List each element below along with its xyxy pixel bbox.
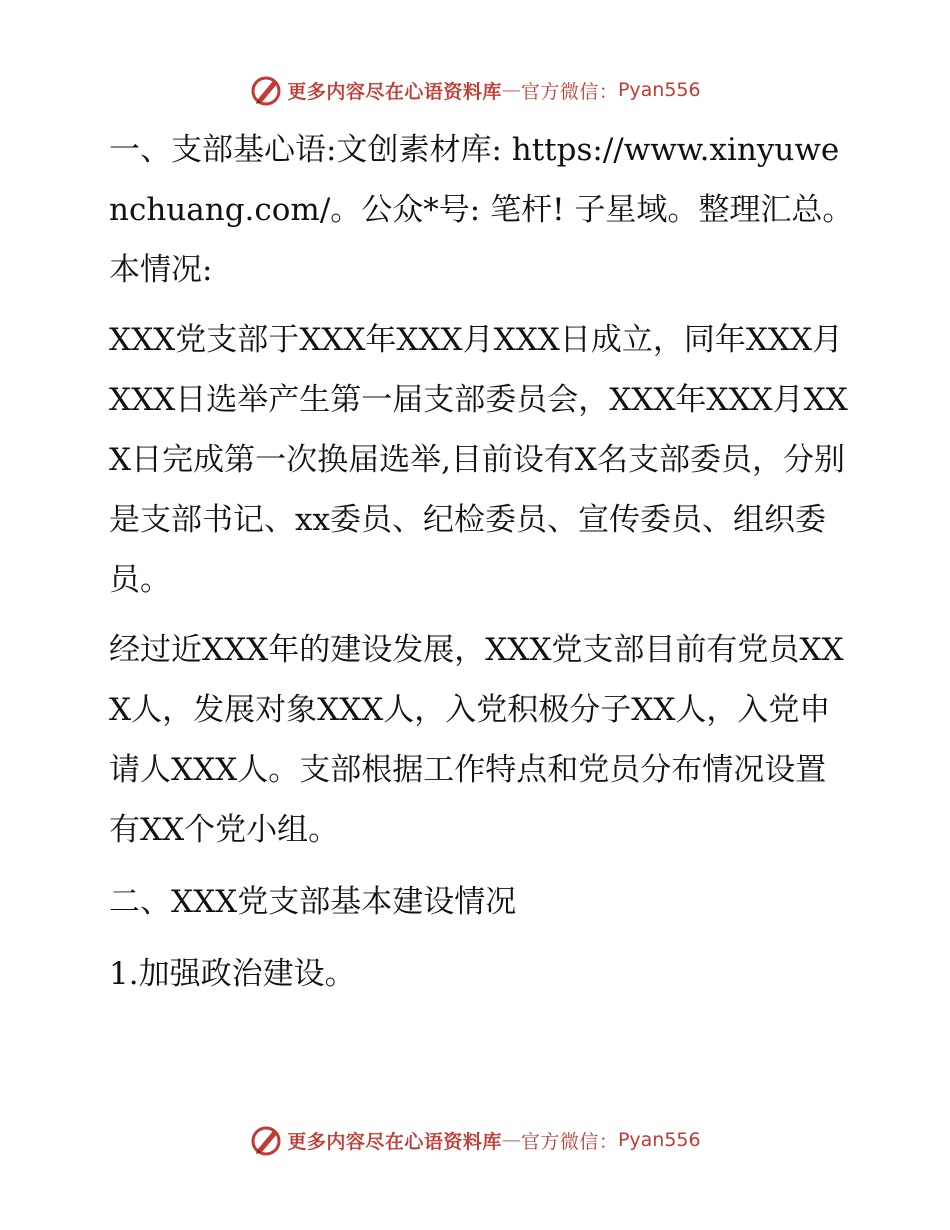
watermark-main-text: 更多内容尽在心语资料库 xyxy=(287,1130,502,1153)
section-heading-2: 二、XXX党支部基本建设情况 xyxy=(109,884,517,920)
paragraph-development: 经过近XXX年的建设发展，XXX党支部目前有党员XXX人，发展对象XXX人，入党积极分子XX人，入党申请人XXX人。支部根据工作特点和党员分布情况设置有XX个党小组。 xyxy=(109,632,844,848)
paragraph-intro: 一、支部基心语:文创素材库: https://www.xinyuwenchuang.com/。公众*号: 笔杆! 子星域。整理汇总。本情况: xyxy=(109,132,854,288)
watermark-colon: ： xyxy=(598,80,618,103)
list-item-1: 1.加强政治建设。 xyxy=(109,956,356,992)
watermark-wechat-id: Pyan556 xyxy=(617,79,701,101)
watermark-colon: ： xyxy=(598,1130,618,1153)
watermark-wechat-id: Pyan556 xyxy=(617,1129,701,1151)
watermark-sub-text: 官方微信 xyxy=(520,1130,599,1153)
pen-circle-icon xyxy=(249,73,283,107)
watermark-separator: — xyxy=(501,1129,521,1151)
watermark-sub-text: 官方微信 xyxy=(520,80,599,103)
pen-circle-icon xyxy=(249,1123,283,1157)
document-body xyxy=(97,120,857,1014)
footer-watermark xyxy=(0,1120,950,1160)
header-watermark xyxy=(0,70,950,110)
paragraph-founding: XXX党支部于XXX年XXX月XXX日成立，同年XXX月XXX日选举产生第一届支部委员会，XXX年XXX月XXX日完成第一次换届选举,目前设有X名支部委员，分别是支部书记、xx委员、纪检委员、宣传委员、组织委员。 xyxy=(109,322,848,598)
watermark-main-text: 更多内容尽在心语资料库 xyxy=(287,80,502,103)
watermark-separator: — xyxy=(501,79,521,101)
